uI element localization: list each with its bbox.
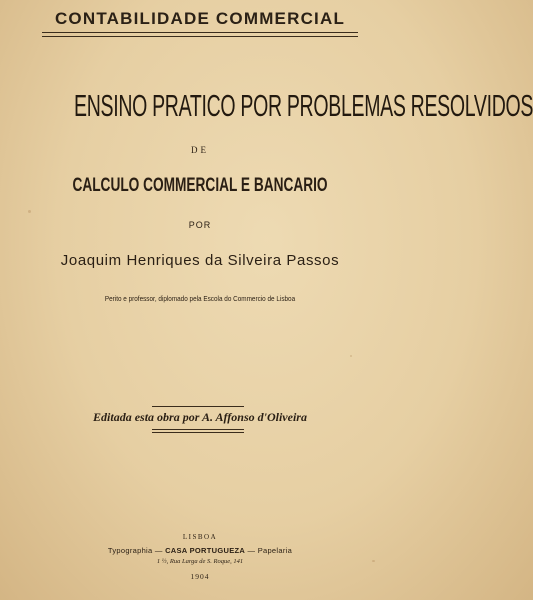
subtitle: CALCULO COMMERCIAL E BANCARIO: [72, 175, 328, 196]
edition-rule-bottom-thin: [152, 432, 244, 433]
paper-stain: [28, 210, 31, 213]
edition-rule-top: [152, 406, 244, 407]
header-rule-thin: [42, 36, 358, 37]
author-credentials: Perito e professor, diplomado pela Escola do Commercio de Lisboa: [104, 294, 296, 303]
edition-rule-bottom-thick: [152, 429, 244, 430]
printer-name: CASA PORTUGUEZA: [165, 546, 246, 555]
printer-prefix: Typographia —: [107, 546, 166, 555]
printer-suffix: — Papelaria: [245, 546, 293, 555]
title-connector: DE: [191, 145, 209, 155]
imprint-printer: [0, 546, 400, 555]
author-name: Joaquim Henriques da Silveira Passos: [60, 252, 340, 269]
imprint-year: 1904: [190, 572, 210, 581]
paper-stain: [350, 355, 352, 357]
header-rule-thick: [42, 32, 358, 33]
edition-note: Editada esta obra por A. Affonso d'Oliveira: [93, 410, 307, 424]
imprint-city: LISBOA: [182, 533, 218, 541]
imprint-address: 1 ½, Rua Larga de S. Roque, 141: [156, 558, 244, 565]
author-by-label: POR: [188, 220, 212, 230]
main-title: ENSINO PRATICO POR PROBLEMAS RESOLVIDOS: [74, 88, 533, 123]
series-title: CONTABILIDADE COMMERCIAL: [54, 9, 346, 28]
